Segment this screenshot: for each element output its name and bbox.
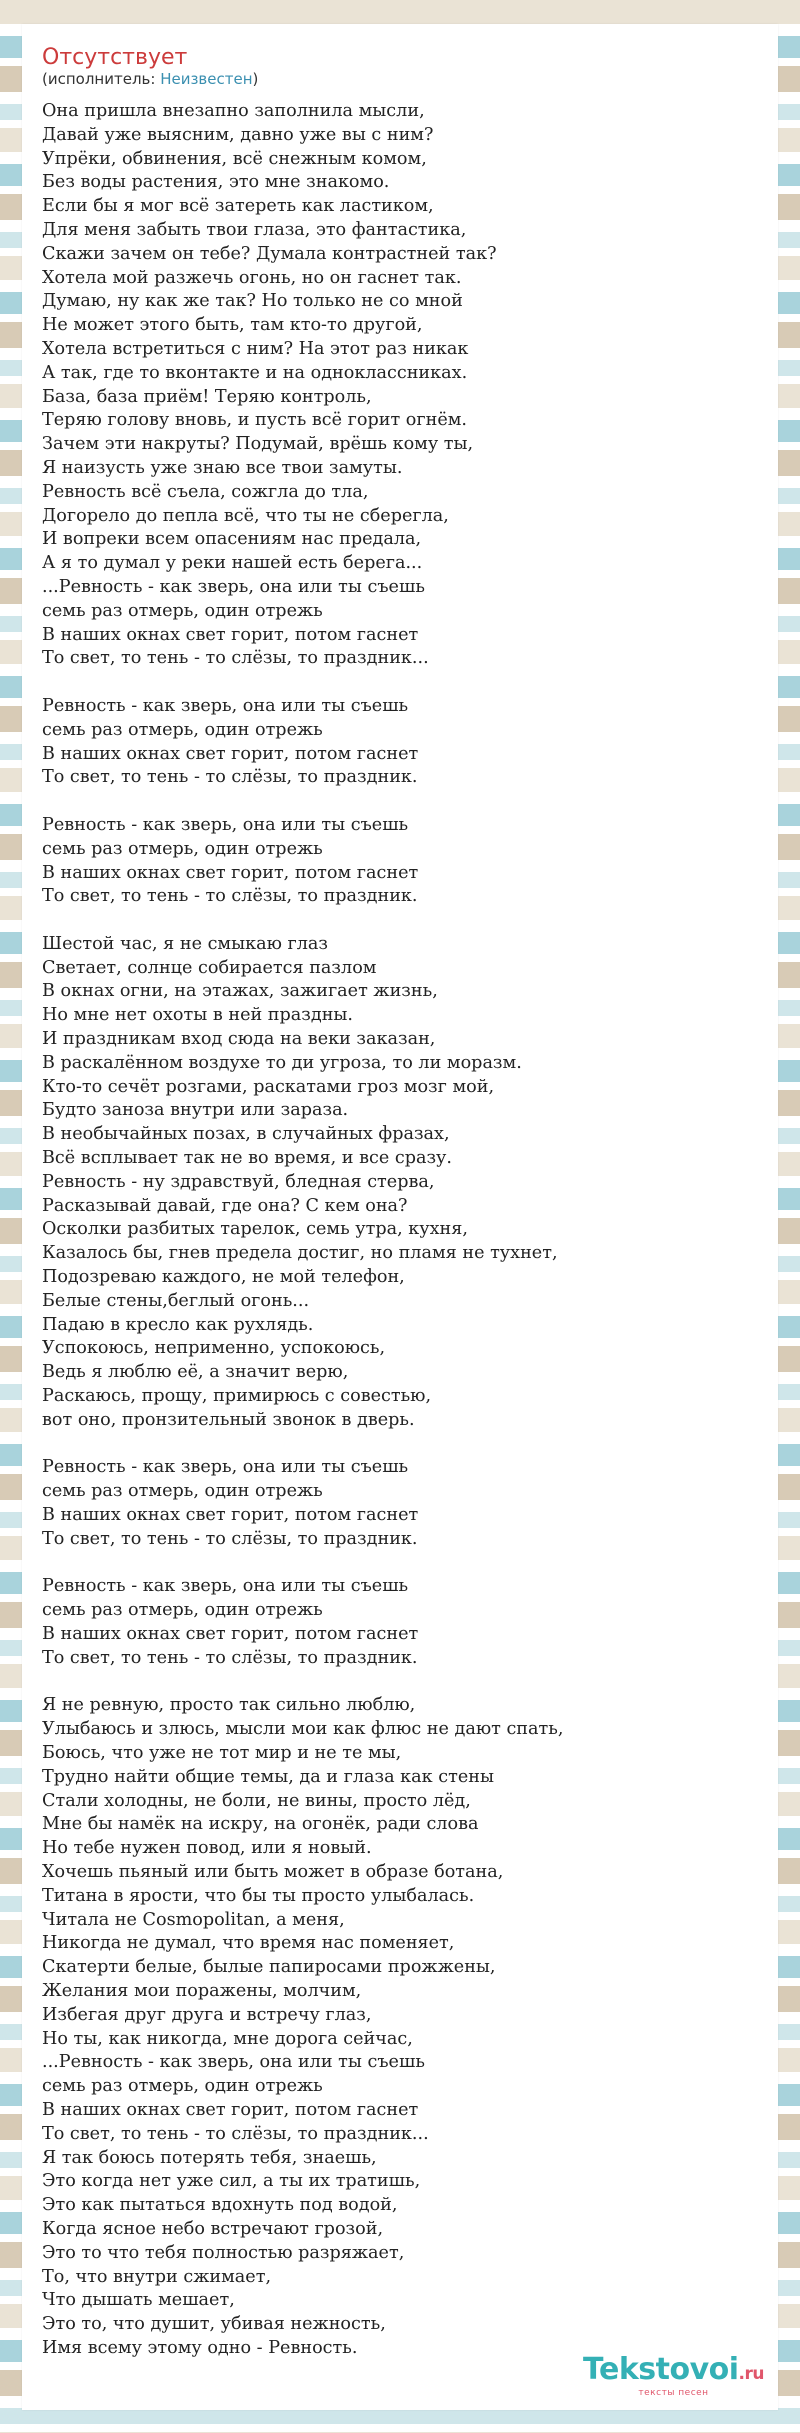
lyric-line: Будто заноза внутри или зараза. [42, 1100, 349, 1121]
lyric-line: Скажи зачем он тебе? Думала контрастней так? [42, 243, 497, 264]
lyrics-text [42, 100, 762, 2361]
lyric-line: ...Ревность - как зверь, она или ты съешь [42, 576, 425, 597]
lyric-line: семь раз отмерь, один отрежь [42, 719, 323, 740]
lyric-line: То свет, то тень - то слёзы, то праздник... [42, 2123, 429, 2144]
lyric-line: В наших окнах свет горит, потом гаснет [42, 1505, 419, 1526]
lyric-line: То свет, то тень - то слёзы, то праздник. [42, 767, 418, 788]
artist-link[interactable]: Неизвестен [160, 70, 253, 88]
lyric-line: семь раз отмерь, один отрежь [42, 1481, 323, 1502]
lyric-line: В раскалённом воздухе то ди угроза, то ли моразм. [42, 1052, 522, 1073]
lyrics-card [22, 24, 778, 2410]
lyric-line: А так, где то вконтакте и на одноклассниках. [42, 362, 468, 383]
lyric-line: Я не ревную, просто так сильно люблю, [42, 1695, 416, 1716]
lyric-line: Без воды растения, это мне знакомо. [42, 172, 390, 193]
lyric-line: Не может этого быть, там кто-то другой, [42, 315, 423, 336]
lyric-line: Что дышать мешает, [42, 2290, 235, 2311]
lyric-line: Но мне нет охоты в ней праздны. [42, 1005, 354, 1026]
lyric-line: Если бы я мог всё затереть как ластиком, [42, 196, 434, 217]
lyric-line: Я так боюсь потерять тебя, знаешь, [42, 2147, 377, 2168]
logo-main-text: Tekstovoi [583, 2352, 739, 2387]
lyric-line: В наших окнах свет горит, потом гаснет [42, 2099, 419, 2120]
lyric-line: вот оно, пронзительный звонок в дверь. [42, 1409, 415, 1430]
lyric-line: Раскаюсь, прощу, примирюсь с совестью, [42, 1386, 432, 1407]
lyric-blank-line [42, 909, 762, 933]
lyric-line: Боюсь, что уже не тот мир и не те мы, [42, 1742, 402, 1763]
lyric-line: То, что внутри сжимает, [42, 2266, 272, 2287]
lyric-line: Стали холодны, не боли, не вины, просто лёд, [42, 1790, 471, 1811]
artist-prefix: (исполнитель: [42, 70, 161, 88]
lyric-line: Это то что тебя полностью разряжает, [42, 2242, 405, 2263]
lyric-line: То свет, то тень - то слёзы, то праздник. [42, 886, 418, 907]
lyric-line: И вопреки всем опасениям нас предала, [42, 529, 422, 550]
lyric-line: Успокоюсь, неприменно, успокоюсь, [42, 1338, 386, 1359]
lyric-line: семь раз отмерь, один отрежь [42, 600, 323, 621]
lyric-line: Белые стены,беглый огонь... [42, 1290, 310, 1311]
lyric-line: В окнах огни, на этажах, зажигает жизнь, [42, 981, 438, 1002]
lyric-line: В наших окнах свет горит, потом гаснет [42, 1624, 419, 1644]
lyric-line: Для меня забыть твои глаза, это фантастика, [42, 219, 467, 240]
lyric-line: Давай уже выясним, давно уже вы с ним? [42, 124, 434, 145]
site-logo[interactable] [583, 2354, 764, 2398]
lyric-line: То свет, то тень - то слёзы, то праздник. [42, 1647, 418, 1668]
lyric-line: Хочешь пьяный или быть может в образе ботана, [42, 1861, 504, 1882]
lyric-blank-line [42, 1552, 762, 1576]
lyric-line: Трудно найти общие темы, да и глаза как стены [42, 1766, 494, 1787]
lyric-blank-line [42, 790, 762, 814]
lyric-line: Подозреваю каждого, не мой телефон, [42, 1267, 405, 1288]
lyric-blank-line [42, 671, 762, 695]
lyric-line: И праздникам вход сюда на веки заказан, [42, 1029, 436, 1050]
lyric-line: Ревность - как зверь, она или ты съешь [42, 1576, 409, 1597]
lyric-line: Но ты, как никогда, мне дорога сейчас, [42, 2028, 413, 2049]
lyric-line: Титана в ярости, что бы ты просто улыбалась. [42, 1885, 475, 1906]
lyric-line: Когда ясное небо встречают грозой, [42, 2218, 384, 2239]
lyric-line: Кто-то сечёт розгами, раскатами гроз мозг мой, [42, 1076, 495, 1097]
lyric-line: Казалось бы, гнев предела достиг, но пламя не тухнет, [42, 1243, 558, 1264]
lyric-line: Читала не Cosmopolitan, а меня, [42, 1909, 345, 1930]
lyric-line: Думаю, ну как же так? Но только не со мной [42, 291, 463, 312]
lyric-blank-line [42, 1671, 762, 1695]
lyric-line: Скатерти белые, былые папиросами прожжены, [42, 1957, 496, 1978]
lyric-line: ...Ревность - как зверь, она или ты съешь [42, 2052, 425, 2073]
lyric-line: Ведь я люблю её, а значит верю, [42, 1362, 349, 1383]
lyric-line: Ревность - как зверь, она или ты съешь [42, 1457, 409, 1478]
artist-line [42, 69, 258, 89]
lyric-line: Это когда нет уже сил, а ты их тратишь, [42, 2171, 421, 2192]
lyric-line: Это то, что душит, убивая нежность, [42, 2314, 386, 2335]
lyric-line: Улыбаюсь и злюсь, мысли мои как флюс не дают спать, [42, 1719, 564, 1740]
lyric-line: Расказывай давай, где она? С кем она? [42, 1195, 408, 1216]
lyric-line: Ревность - как зверь, она или ты съешь [42, 814, 409, 835]
lyric-line: Осколки разбитых тарелок, семь утра, кухня, [42, 1219, 468, 1240]
lyric-line: Желания мои поражены, молчим, [42, 1980, 362, 2001]
lyric-line: База, база приём! Теряю контроль, [42, 386, 372, 407]
lyric-line: Всё всплывает так не во время, и все сразу. [42, 1148, 452, 1169]
lyric-line: Имя всему этому одно - Ревность. [42, 2337, 358, 2358]
lyric-line: Хотела мой разжечь огонь, но он гаснет так. [42, 267, 462, 288]
lyric-line: Избегая друг друга и встречу глаз, [42, 2004, 372, 2025]
lyric-line: То свет, то тень - то слёзы, то праздник. [42, 1528, 418, 1549]
lyric-line: В наших окнах свет горит, потом гаснет [42, 743, 419, 764]
lyric-line: Мне бы намёк на искру, на огонёк, ради слова [42, 1814, 479, 1835]
lyric-line: Никогда не думал, что время нас поменяет, [42, 1933, 455, 1954]
lyric-line: Падаю в кресло как рухлядь. [42, 1314, 314, 1335]
lyric-line: Шестой час, я не смыкаю глаз [42, 933, 328, 954]
lyric-line: В наших окнах свет горит, потом гаснет [42, 624, 419, 645]
song-title: Отсутствует [42, 45, 188, 70]
lyric-line: семь раз отмерь, один отрежь [42, 1600, 323, 1621]
lyric-line: Теряю голову вновь, и пусть всё горит огнём. [42, 410, 468, 431]
lyric-line: Светает, солнце собирается пазлом [42, 957, 377, 978]
lyric-line: Она пришла внезапно заполнила мысли, [42, 101, 425, 121]
lyric-line: То свет, то тень - то слёзы, то праздник... [42, 648, 429, 669]
lyric-line: семь раз отмерь, один отрежь [42, 2076, 323, 2097]
lyric-line: Упрёки, обвинения, всё снежным комом, [42, 148, 427, 169]
lyric-blank-line [42, 1433, 762, 1457]
lyric-line: Зачем эти накруты? Подумай, врёшь кому ты, [42, 434, 474, 455]
artist-suffix: ) [252, 70, 259, 88]
logo-tld: .ru [738, 2364, 764, 2384]
lyric-line: Ревность всё съела, сожгла до тла, [42, 481, 369, 502]
lyric-line: Догорело до пепла всё, что ты не сберегла, [42, 505, 449, 526]
lyric-line: Ревность - ну здравствуй, бледная стерва, [42, 1171, 435, 1192]
lyric-line: Ревность - как зверь, она или ты съешь [42, 695, 409, 716]
lyric-line: В наших окнах свет горит, потом гаснет [42, 862, 419, 883]
lyric-line: семь раз отмерь, один отрежь [42, 838, 323, 859]
logo-tagline: тексты песен [638, 2388, 709, 2398]
lyric-line: Это как пытаться вдохнуть под водой, [42, 2195, 398, 2216]
lyric-line: Но тебе нужен повод, или я новый. [42, 1838, 372, 1859]
logo-wordmark [583, 2354, 764, 2390]
lyric-line: Я наизусть уже знаю все твои замуты. [42, 457, 403, 478]
lyric-line: Хотела встретиться с ним? На этот раз никак [42, 338, 469, 359]
lyric-line: А я то думал у реки нашей есть берега... [42, 553, 423, 574]
lyric-line: В необычайных позах, в случайных фразах, [42, 1124, 450, 1145]
